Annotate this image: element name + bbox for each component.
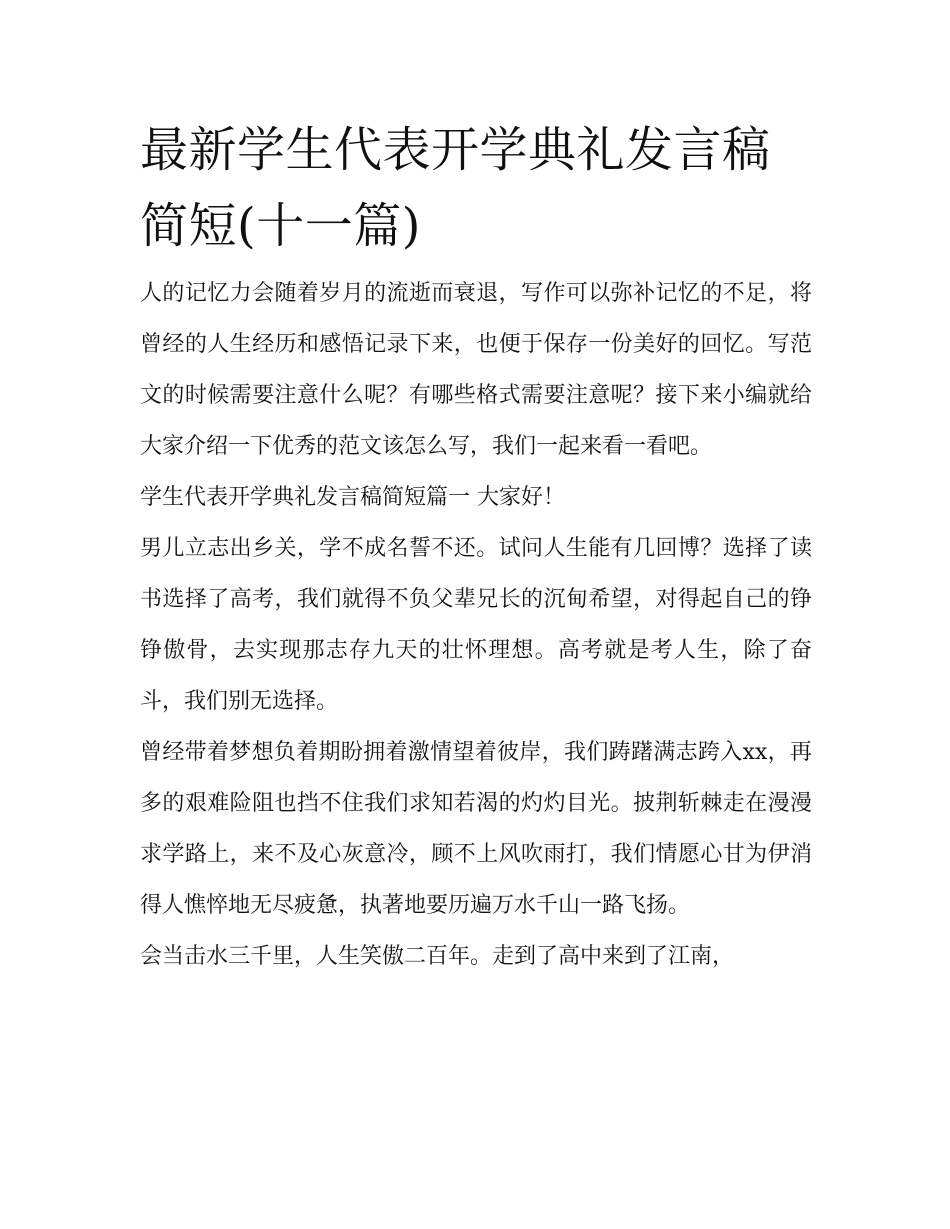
paragraph-body-1: 男儿立志出乡关，学不成名誓不还。试问人生能有几回博？选择了读书选择了高考，我们就得不负父辈兄长的沉甸希望，对得起自己的铮铮傲骨，去实现那志存九天的壮怀理想。高考就是考人生，除了奋斗，我们别无选择。 [140, 536, 812, 714]
paragraph-intro: 人的记忆力会随着岁月的流逝而衰退，写作可以弥补记忆的不足，将曾经的人生经历和感悟记录下来，也便于保存一份美好的回忆。写范文的时候需要注意什么呢？有哪些格式需要注意呢？接下来小编就给大家介绍一下优秀的范文该怎么写，我们一起来看一看吧。 [140, 281, 812, 459]
document-title: 最新学生代表开学典礼发言稿简短(十一篇) [140, 122, 771, 254]
title-block [140, 112, 812, 264]
paragraph-section-heading: 学生代表开学典礼发言稿简短篇一 大家好！ [140, 485, 565, 510]
document-page [140, 112, 812, 982]
paragraph-body-2: 曾经带着梦想负着期盼拥着激情望着彼岸，我们踌躇满志跨入xx，再多的艰难险阻也挡不住我们求知若渴的灼灼目光。披荆斩棘走在漫漫求学路上，来不及心灰意冷，顾不上风吹雨打，我们情愿心甘为伊消得人憔悴地无尽疲惫，执著地要历遍万水千山一路飞扬。 [140, 740, 812, 918]
paragraph-body-3: 会当击水三千里，人生笑傲二百年。走到了高中来到了江南， [140, 944, 735, 969]
